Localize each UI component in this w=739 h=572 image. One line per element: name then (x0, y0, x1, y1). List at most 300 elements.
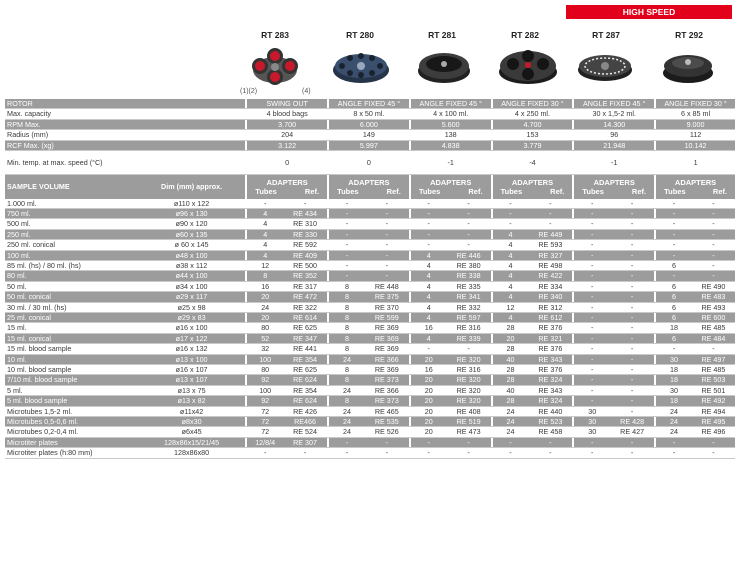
spec-value: 112 (656, 130, 735, 140)
tubes-cell: - (574, 365, 610, 375)
tubes-cell: - (493, 219, 529, 229)
note-left: (1)(2) (240, 88, 258, 95)
tubes-cell: - (574, 229, 610, 239)
ref-cell: RE 449 (528, 229, 572, 239)
ref-cell: RE 472 (283, 292, 327, 302)
ref-cell: RE 484 (692, 333, 735, 343)
sample-label: 50 ml. (5, 281, 138, 291)
tubes-cell: 4 (247, 219, 283, 229)
ref-cell: RE 369 (365, 323, 409, 333)
tubes-cell: - (411, 199, 447, 209)
tubes-cell: - (656, 271, 692, 281)
ref-cell: RE 338 (447, 271, 491, 281)
ref-cell: RE 369 (365, 344, 409, 354)
tubes-cell: - (574, 281, 610, 291)
tubes-cell: 6 (656, 333, 692, 343)
ref-cell: - (528, 199, 572, 209)
ref-cell: RE 341 (447, 292, 491, 302)
tubes-cell: - (329, 208, 365, 218)
tubes-cell: - (574, 448, 610, 458)
ref-cell: - (610, 208, 654, 218)
dimension-header: Dim (mm) approx. (138, 175, 245, 199)
tubes-cell: 24 (493, 417, 529, 427)
ref-cell: - (365, 260, 409, 270)
ref-cell: RE 441 (283, 344, 327, 354)
spec-value: 4.700 (493, 119, 573, 129)
tubes-cell: - (247, 448, 283, 458)
tubes-cell: 4 (493, 313, 529, 323)
spec-value: 10.142 (656, 140, 735, 150)
tubes-cell: - (656, 250, 692, 260)
sample-dimension: ø8x30 (138, 417, 245, 427)
table-row (5, 396, 735, 406)
sample-dimension: ø29 x 83 (138, 313, 245, 323)
tubes-cell: - (411, 448, 447, 458)
table-row (5, 437, 735, 447)
adapters-header (493, 175, 573, 199)
ref-cell: - (447, 344, 491, 354)
table-row (5, 250, 735, 260)
tubes-cell: 16 (411, 323, 447, 333)
spec-value: 14.300 (574, 119, 654, 129)
tubes-cell: - (411, 240, 447, 250)
ref-cell: - (610, 219, 654, 229)
table-row (5, 385, 735, 395)
ref-cell: RE 612 (528, 313, 572, 323)
sample-dimension: ø96 x 130 (138, 208, 245, 218)
tubes-cell: 20 (411, 417, 447, 427)
ref-cell: RE 339 (447, 333, 491, 343)
ref-cell: RE 376 (528, 344, 572, 354)
sample-dimension: 128x86x80 (138, 448, 245, 458)
spec-value: ANGLE FIXED 30 ° (493, 99, 573, 109)
tubes-cell: - (329, 199, 365, 209)
sample-label: Microtubes 0,5-0,6 ml. (5, 417, 138, 427)
adapters-label: ADAPTERS (266, 177, 308, 187)
table-row (5, 208, 735, 218)
tubes-cell: 30 (574, 406, 610, 416)
tubes-cell: - (329, 448, 365, 458)
ref-cell: - (610, 396, 654, 406)
ref-cell: - (447, 208, 491, 218)
ref-cell: RE 485 (692, 323, 735, 333)
table-row (5, 354, 735, 364)
sample-label: 15 ml. (5, 323, 138, 333)
sample-label: 1.000 ml. (5, 199, 138, 209)
sample-label: 15 ml. conical (5, 333, 138, 343)
tubes-cell: 92 (247, 396, 283, 406)
table-row (5, 406, 735, 416)
ref-cell: RE 310 (283, 219, 327, 229)
ref-cell: RE 427 (610, 427, 654, 437)
ref-cell: RE 369 (365, 365, 409, 375)
tubes-cell: 20 (493, 333, 529, 343)
tubes-cell: 28 (493, 375, 529, 385)
sample-dimension: ø16 x 107 (138, 365, 245, 375)
tubes-cell: - (574, 375, 610, 385)
ref-cell: RE 526 (365, 427, 409, 437)
spec-value: ANGLE FIXED 45 ° (574, 99, 654, 109)
tubes-cell: - (574, 240, 610, 250)
tubes-cell: 100 (247, 354, 283, 364)
ref-cell: RE 496 (692, 427, 735, 437)
adapters-label: ADAPTERS (511, 177, 554, 187)
ref-cell: RE 380 (447, 260, 491, 270)
ref-cell: RE 369 (365, 333, 409, 343)
ref-cell: RE 312 (528, 302, 572, 312)
ref-cell: - (610, 406, 654, 416)
sample-dimension: ø34 x 100 (138, 281, 245, 291)
spec-value: 21.948 (574, 140, 654, 150)
tubes-cell: - (493, 448, 529, 458)
tubes-cell: 24 (329, 406, 365, 416)
adapters-label: ADAPTERS (430, 177, 472, 187)
tubes-cell: - (574, 208, 610, 218)
table-row (5, 333, 735, 343)
ref-cell: RE 327 (528, 250, 572, 260)
spec-value: 149 (329, 130, 409, 140)
tubes-cell: 4 (493, 260, 529, 270)
tubes-cell: - (574, 250, 610, 260)
ref-cell: RE 366 (365, 385, 409, 395)
adapters-label: ADAPTERS (593, 177, 635, 187)
sample-dimension: ø48 x 100 (138, 250, 245, 260)
tubes-cell: 24 (329, 385, 365, 395)
ref-cell: - (528, 208, 572, 218)
ref-cell: RE 373 (365, 375, 409, 385)
tubes-cell: - (574, 219, 610, 229)
ref-cell: - (447, 437, 491, 447)
ref-cell: - (610, 448, 654, 458)
angle-rotor-lid-icon (659, 46, 717, 86)
sample-dimension: ø60 x 135 (138, 229, 245, 239)
ref-cell: RE 485 (692, 365, 735, 375)
ref-cell: - (447, 199, 491, 209)
ref-cell: RE 340 (528, 292, 572, 302)
tubes-cell: - (574, 396, 610, 406)
table-row (5, 199, 735, 209)
spec-value: 5.600 (411, 119, 491, 129)
ref-cell: - (692, 271, 735, 281)
ref-cell: RE 519 (447, 417, 491, 427)
sample-label: 100 ml. (5, 250, 138, 260)
adapters-header (411, 175, 491, 199)
tubes-cell: 4 (411, 333, 447, 343)
ref-cell: - (610, 313, 654, 323)
ref-cell: - (447, 448, 491, 458)
ref-cell: RE 426 (283, 406, 327, 416)
ref-cell: - (610, 271, 654, 281)
ref-cell: RE 428 (610, 417, 654, 427)
ref-cell: RE 322 (283, 302, 327, 312)
sample-dimension: ø13 x 100 (138, 354, 245, 364)
tubes-cell: - (574, 271, 610, 281)
sample-label: Microtiter plates (5, 437, 138, 447)
tubes-cell: 8 (329, 292, 365, 302)
ref-cell: - (692, 229, 735, 239)
sample-label: 5 ml. (5, 385, 138, 395)
tubes-cell: - (656, 448, 692, 458)
spec-row (5, 119, 735, 129)
tubes-cell: - (329, 260, 365, 270)
ref-cell: RE 614 (283, 313, 327, 323)
ref-cell: RE 334 (528, 281, 572, 291)
tubes-cell: 6 (656, 313, 692, 323)
tubes-cell: 4 (247, 229, 283, 239)
ref-cell: - (610, 302, 654, 312)
ref-cell: - (692, 219, 735, 229)
ref-cell: RE 320 (447, 385, 491, 395)
tubes-cell: 18 (656, 323, 692, 333)
sample-label: Microtubes 1,5-2 ml. (5, 406, 138, 416)
sample-label: 10 ml. (5, 354, 138, 364)
tubes-cell: 32 (247, 344, 283, 354)
table-row (5, 229, 735, 239)
ref-cell: RE 376 (528, 365, 572, 375)
table-header-row (5, 175, 735, 199)
ref-cell: - (692, 208, 735, 218)
ref-cell: RE 448 (365, 281, 409, 291)
spec-value: 1 (656, 151, 735, 175)
tubes-cell: - (247, 199, 283, 209)
angle-rotor-large-icon (497, 46, 559, 86)
ref-cell: - (610, 354, 654, 364)
tubes-cell: 20 (411, 427, 447, 437)
tubes-cell: 20 (411, 354, 447, 364)
sample-label: 80 ml. (5, 271, 138, 281)
spec-value: 204 (247, 130, 327, 140)
adapters-label: ADAPTERS (674, 177, 717, 187)
tubes-cell: 16 (247, 281, 283, 291)
spec-value: 153 (493, 130, 573, 140)
ref-label: Ref. (550, 186, 565, 196)
ref-cell: - (447, 229, 491, 239)
table-row (5, 375, 735, 385)
tubes-cell: 16 (411, 365, 447, 375)
tubes-cell: 80 (247, 323, 283, 333)
spec-value: ANGLE FIXED 30 ° (656, 99, 735, 109)
rotor-name-6: RT 292 (675, 30, 703, 40)
ref-cell: - (365, 437, 409, 447)
ref-cell: - (365, 240, 409, 250)
tubes-cell: 24 (493, 427, 529, 437)
ref-cell: - (692, 344, 735, 354)
ref-cell: RE 458 (528, 427, 572, 437)
ref-cell: RE 324 (528, 396, 572, 406)
tubes-cell: - (411, 344, 447, 354)
tubes-cell: 6 (656, 292, 692, 302)
tubes-cell: - (411, 208, 447, 218)
tubes-cell: - (493, 437, 529, 447)
ref-cell: - (447, 219, 491, 229)
spec-value: SWING OUT (247, 99, 327, 109)
spec-value: 3.700 (247, 119, 327, 129)
ref-cell: RE 501 (692, 385, 735, 395)
adapters-subheader (329, 187, 409, 196)
spec-value: 4.838 (411, 140, 491, 150)
tubes-cell: - (329, 250, 365, 260)
tubes-cell: - (493, 208, 529, 218)
sample-dimension: ø6x45 (138, 427, 245, 437)
tubes-cell: - (656, 240, 692, 250)
ref-cell: RE 440 (528, 406, 572, 416)
ref-cell: RE 592 (283, 240, 327, 250)
tubes-cell: 20 (247, 313, 283, 323)
ref-cell: RE 495 (692, 417, 735, 427)
tubes-label: Tubes (337, 186, 359, 196)
rotor-name-5: RT 287 (592, 30, 620, 40)
ref-cell: RE 320 (447, 375, 491, 385)
ref-cell: RE 483 (692, 292, 735, 302)
tubes-cell: 28 (493, 365, 529, 375)
tubes-cell: - (574, 260, 610, 270)
tubes-cell: 4 (411, 281, 447, 291)
ref-cell: RE 498 (528, 260, 572, 270)
tubes-cell: 20 (411, 406, 447, 416)
ref-cell: - (447, 240, 491, 250)
tubes-cell: 6 (656, 281, 692, 291)
ref-cell: RE 493 (692, 302, 735, 312)
spec-value: 5.997 (329, 140, 409, 150)
tubes-cell: 4 (411, 313, 447, 323)
ref-cell: RE 490 (692, 281, 735, 291)
tubes-cell: 4 (411, 292, 447, 302)
adapters-header (574, 175, 654, 199)
table-row (5, 417, 735, 427)
tubes-cell: 4 (411, 302, 447, 312)
ref-cell: RE 370 (365, 302, 409, 312)
tubes-cell: - (574, 302, 610, 312)
table-row (5, 344, 735, 354)
ref-cell: - (610, 333, 654, 343)
spec-label: ROTOR (5, 99, 245, 109)
ref-label: Ref. (386, 186, 401, 196)
spec-value: 138 (411, 130, 491, 140)
ref-cell: RE 373 (365, 396, 409, 406)
adapters-subheader (411, 187, 491, 196)
tubes-cell: 24 (493, 406, 529, 416)
sample-label: 50 ml. conical (5, 292, 138, 302)
tubes-cell: - (656, 208, 692, 218)
ref-cell: RE 465 (365, 406, 409, 416)
ref-cell: RE 320 (447, 396, 491, 406)
ref-cell: RE 332 (447, 302, 491, 312)
ref-cell: RE 307 (283, 437, 327, 447)
ref-label: Ref. (468, 186, 483, 196)
tubes-cell: 4 (411, 271, 447, 281)
ref-cell: RE 535 (365, 417, 409, 427)
tubes-cell: 4 (247, 208, 283, 218)
spec-value: 0 (247, 151, 327, 175)
sample-dimension: ø29 x 117 (138, 292, 245, 302)
sample-label: 250 ml. conical (5, 240, 138, 250)
ref-cell: RE 316 (447, 323, 491, 333)
tubes-cell: 6 (656, 302, 692, 312)
ref-cell: - (528, 448, 572, 458)
ref-cell: - (610, 281, 654, 291)
tubes-cell: 8 (247, 271, 283, 281)
ref-cell: RE 524 (283, 427, 327, 437)
tubes-cell: 8 (329, 375, 365, 385)
ref-cell: - (365, 208, 409, 218)
sample-label: 500 ml. (5, 219, 138, 229)
sample-label: 15 ml. blood sample (5, 344, 138, 354)
adapters-label: ADAPTERS (348, 177, 390, 187)
ref-cell: RE 408 (447, 406, 491, 416)
spec-value: 4 x 100 ml. (411, 109, 491, 119)
ref-cell: RE 375 (365, 292, 409, 302)
sample-label: 85 ml. (hs) / 80 ml. (hs) (5, 260, 138, 270)
tubes-cell: 8 (329, 281, 365, 291)
tubes-cell: - (493, 199, 529, 209)
tubes-cell: - (329, 271, 365, 281)
ref-cell: RE 330 (283, 229, 327, 239)
spec-value: ANGLE FIXED 45 ° (411, 99, 491, 109)
tubes-cell: 4 (493, 271, 529, 281)
ref-cell: - (610, 375, 654, 385)
sample-label: 250 ml. (5, 229, 138, 239)
tubes-cell: - (574, 292, 610, 302)
tubes-cell: 18 (656, 365, 692, 375)
tubes-cell: - (329, 219, 365, 229)
ref-cell: - (365, 448, 409, 458)
ref-cell: RE 321 (528, 333, 572, 343)
angle-rotor-icon (415, 46, 473, 86)
tubes-cell: 4 (411, 260, 447, 270)
ref-cell: - (610, 365, 654, 375)
table-row (5, 219, 735, 229)
tubes-cell: - (574, 385, 610, 395)
tubes-cell: 40 (493, 385, 529, 395)
sample-volume-header: SAMPLE VOLUME (5, 175, 138, 199)
rotor-name-1: RT 283 (261, 30, 289, 40)
spec-label: Max. capacity (5, 109, 245, 119)
ref-cell: RE 343 (528, 385, 572, 395)
ref-cell: RE 354 (283, 385, 327, 395)
ref-cell: - (365, 219, 409, 229)
ref-cell: RE 503 (692, 375, 735, 385)
ref-cell: - (692, 199, 735, 209)
ref-cell: - (528, 437, 572, 447)
tubes-cell: 4 (493, 281, 529, 291)
table-row (5, 448, 735, 458)
spec-label: RCF Max. (xg) (5, 140, 245, 150)
ref-cell: RE 434 (283, 208, 327, 218)
tubes-cell: 24 (656, 427, 692, 437)
tubes-cell: - (656, 437, 692, 447)
tubes-cell: 8 (329, 302, 365, 312)
tubes-cell: 24 (656, 406, 692, 416)
ref-cell: RE 597 (447, 313, 491, 323)
tubes-cell: - (329, 229, 365, 239)
table-row (5, 260, 735, 270)
ref-cell: RE 320 (447, 354, 491, 364)
tubes-cell: 18 (656, 396, 692, 406)
spec-value: 8 x 50 ml. (329, 109, 409, 119)
ref-cell: RE 600 (692, 313, 735, 323)
tubes-label: Tubes (582, 186, 604, 196)
ref-cell: - (692, 240, 735, 250)
spec-label: RPM Max. (5, 119, 245, 129)
tubes-cell: 4 (247, 240, 283, 250)
table-row (5, 302, 735, 312)
table-row (5, 323, 735, 333)
ref-cell: - (365, 229, 409, 239)
tubes-cell: - (329, 437, 365, 447)
spec-value: 6 x 85 ml (656, 109, 735, 119)
sample-label: 750 ml. (5, 208, 138, 218)
adapters-subheader (493, 187, 573, 196)
